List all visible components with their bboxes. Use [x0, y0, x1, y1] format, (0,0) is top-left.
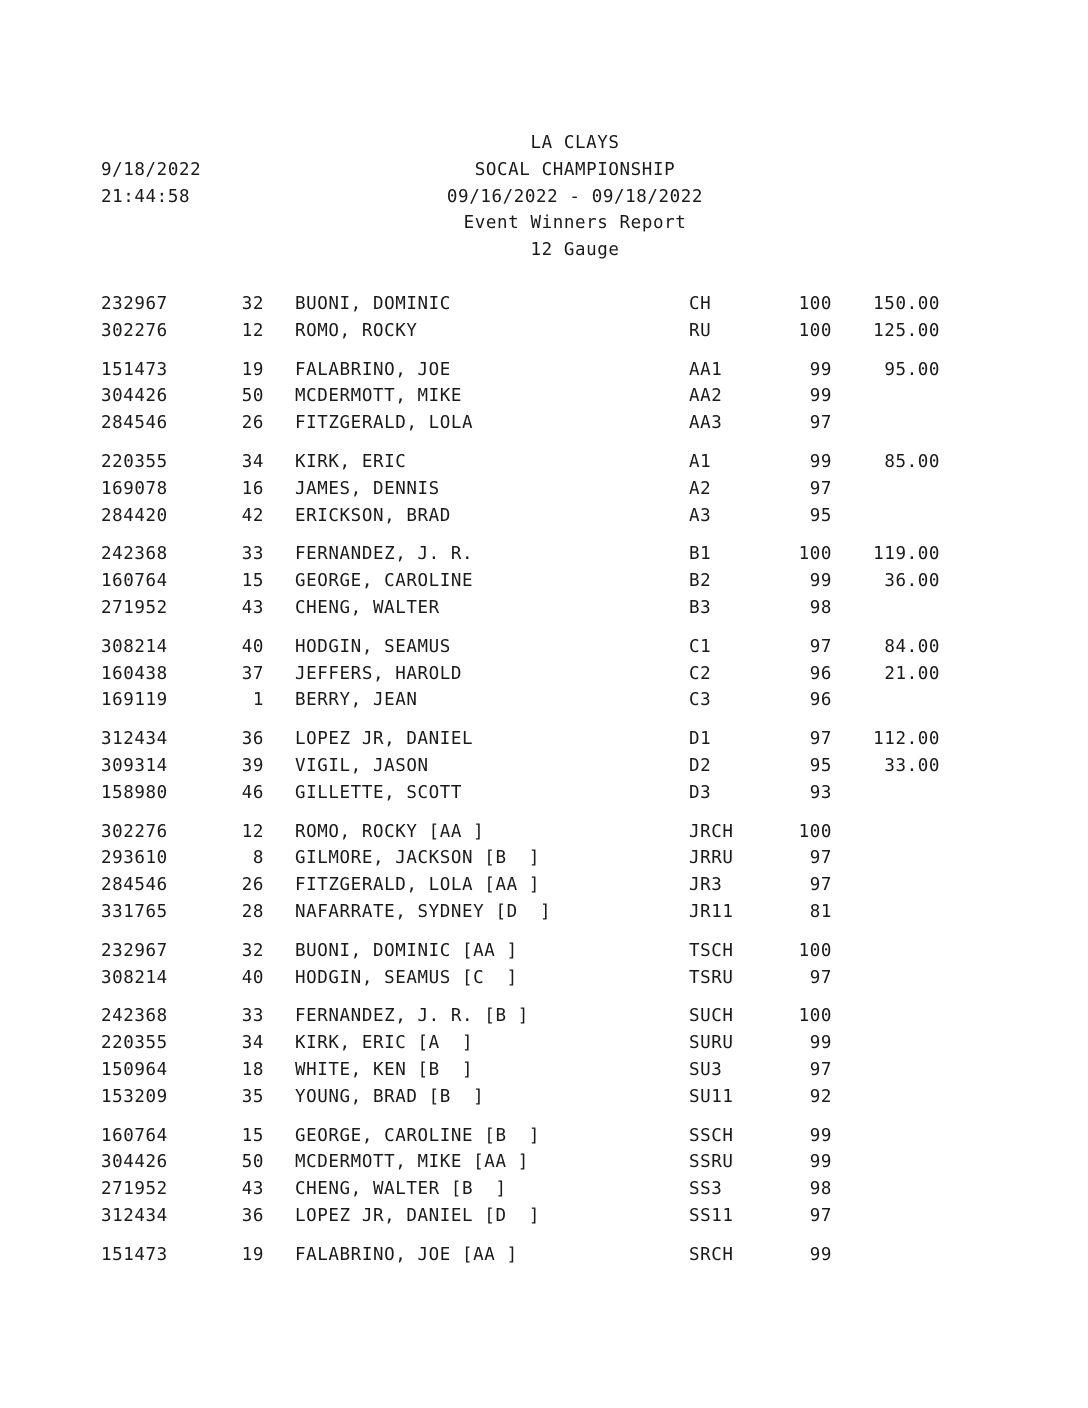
shooter-id: 220355 [101, 1033, 168, 1054]
winner-row [0, 595, 1088, 622]
squad-number: 12 [241, 821, 264, 842]
squad-number: 40 [241, 636, 264, 657]
score: 92 [809, 1086, 832, 1107]
shooter-name: GILMORE, JACKSON [B ] [295, 848, 540, 869]
score: 93 [809, 782, 832, 803]
shooter-id: 232967 [101, 294, 168, 314]
shooter-name: CHENG, WALTER [295, 597, 440, 618]
shooter-id: 302276 [101, 821, 168, 842]
squad-number: 36 [241, 1205, 264, 1226]
prize-amount: 119.00 [873, 544, 940, 565]
winner-row [0, 357, 1088, 384]
shooter-id: 242368 [101, 544, 168, 565]
shooter-name: YOUNG, BRAD [B ] [295, 1086, 485, 1107]
award-class: C2 [689, 663, 712, 684]
winner-group [0, 291, 1088, 345]
winner-row [0, 687, 1088, 714]
award-class: D2 [689, 755, 712, 776]
score: 81 [809, 901, 832, 922]
award-class: C3 [689, 690, 712, 711]
shooter-id: 242368 [101, 1006, 168, 1027]
winner-row [0, 291, 1088, 318]
winner-row [0, 476, 1088, 503]
squad-number: 28 [241, 901, 264, 922]
award-class: B1 [689, 544, 712, 565]
score: 100 [798, 320, 832, 341]
shooter-name: FITZGERALD, LOLA [AA ] [295, 875, 540, 896]
winner-group [0, 819, 1088, 926]
squad-number: 32 [241, 294, 264, 314]
score: 100 [798, 940, 832, 961]
score: 97 [809, 967, 832, 988]
prize-amount: 150.00 [873, 294, 940, 314]
shooter-name: KIRK, ERIC [295, 451, 407, 472]
shooter-name: KIRK, ERIC [A ] [295, 1033, 474, 1054]
award-class: JRRU [689, 848, 734, 869]
shooter-id: 169119 [101, 690, 168, 711]
squad-number: 8 [252, 848, 264, 869]
shooter-id: 150964 [101, 1059, 168, 1080]
shooter-name: GEORGE, CAROLINE [295, 571, 474, 592]
shooter-id: 153209 [101, 1086, 168, 1107]
winner-row [0, 1176, 1088, 1203]
winner-row [0, 819, 1088, 846]
winner-row [0, 1084, 1088, 1111]
winner-row [0, 568, 1088, 595]
winner-row [0, 872, 1088, 899]
winner-row [0, 503, 1088, 530]
award-class: B2 [689, 571, 712, 592]
squad-number: 18 [241, 1059, 264, 1080]
prize-amount: 84.00 [884, 636, 940, 657]
award-class: SU11 [689, 1086, 734, 1107]
score: 99 [809, 1152, 832, 1173]
winner-group [0, 1242, 1088, 1269]
shooter-id: 151473 [101, 1244, 168, 1265]
shooter-name: BUONI, DOMINIC [AA ] [295, 940, 518, 961]
award-class: A2 [689, 478, 712, 499]
award-class: D1 [689, 729, 712, 750]
score: 99 [809, 571, 832, 592]
winner-group [0, 726, 1088, 806]
score: 99 [809, 451, 832, 472]
shooter-id: 293610 [101, 848, 168, 869]
squad-number: 34 [241, 1033, 264, 1054]
shooter-name: LOPEZ JR, DANIEL [295, 729, 474, 750]
award-class: JRCH [689, 821, 734, 842]
winner-group [0, 1003, 1088, 1110]
award-class: AA1 [689, 359, 723, 380]
squad-number: 32 [241, 940, 264, 961]
winner-row [0, 965, 1088, 992]
winner-row [0, 780, 1088, 807]
report-time: 21:44:58 [101, 187, 191, 207]
shooter-name: BUONI, DOMINIC [295, 294, 451, 314]
shooter-id: 160438 [101, 663, 168, 684]
report-title-block [360, 130, 790, 264]
squad-number: 12 [241, 320, 264, 341]
award-class: C1 [689, 636, 712, 657]
squad-number: 19 [241, 359, 264, 380]
shooter-id: 309314 [101, 755, 168, 776]
shooter-name: CHENG, WALTER [B ] [295, 1179, 507, 1200]
score: 100 [798, 1006, 832, 1027]
prize-amount: 36.00 [884, 571, 940, 592]
shooter-id: 304426 [101, 1152, 168, 1173]
award-class: JR3 [689, 875, 723, 896]
award-class: A1 [689, 451, 712, 472]
shooter-name: HODGIN, SEAMUS [C ] [295, 967, 518, 988]
award-class: SSRU [689, 1152, 734, 1173]
score: 99 [809, 1125, 832, 1146]
score: 99 [809, 1244, 832, 1265]
prize-amount: 95.00 [884, 359, 940, 380]
shooter-name: GEORGE, CAROLINE [B ] [295, 1125, 540, 1146]
shooter-name: HODGIN, SEAMUS [295, 636, 451, 657]
report-name: Event Winners Report [463, 213, 687, 234]
prize-amount: 125.00 [873, 320, 940, 341]
score: 100 [798, 544, 832, 565]
winner-row [0, 634, 1088, 661]
winner-group [0, 634, 1088, 714]
winner-group [0, 1123, 1088, 1230]
winner-row [0, 1149, 1088, 1176]
score: 97 [809, 413, 832, 434]
score: 95 [809, 505, 832, 526]
score: 100 [798, 294, 832, 314]
prize-amount: 112.00 [873, 729, 940, 750]
score: 96 [809, 663, 832, 684]
squad-number: 36 [241, 729, 264, 750]
shooter-name: FITZGERALD, LOLA [295, 413, 474, 434]
winner-group [0, 449, 1088, 529]
squad-number: 34 [241, 451, 264, 472]
award-class: SS3 [689, 1179, 723, 1200]
event-dates: 09/16/2022 - 09/18/2022 [446, 186, 704, 207]
award-class: SSCH [689, 1125, 734, 1146]
winner-row [0, 383, 1088, 410]
winner-row [0, 541, 1088, 568]
shooter-id: 169078 [101, 478, 168, 499]
shooter-id: 160764 [101, 571, 168, 592]
shooter-id: 160764 [101, 1125, 168, 1146]
shooter-name: MCDERMOTT, MIKE [295, 386, 463, 407]
award-class: CH [689, 294, 712, 314]
shooter-name: LOPEZ JR, DANIEL [D ] [295, 1205, 540, 1226]
award-class: D3 [689, 782, 712, 803]
winner-row [0, 1242, 1088, 1269]
score: 97 [809, 848, 832, 869]
award-class: SU3 [689, 1059, 723, 1080]
squad-number: 26 [241, 413, 264, 434]
score: 99 [809, 1033, 832, 1054]
squad-number: 42 [241, 505, 264, 526]
winner-group [0, 357, 1088, 437]
winner-row [0, 318, 1088, 345]
prize-amount: 21.00 [884, 663, 940, 684]
shooter-id: 312434 [101, 729, 168, 750]
shooter-name: JAMES, DENNIS [295, 478, 440, 499]
winner-row [0, 726, 1088, 753]
shooter-id: 302276 [101, 320, 168, 341]
shooter-name: GILLETTE, SCOTT [295, 782, 463, 803]
award-class: B3 [689, 597, 712, 618]
score: 97 [809, 729, 832, 750]
squad-number: 1 [252, 690, 264, 711]
winner-row [0, 899, 1088, 926]
score: 97 [809, 636, 832, 657]
squad-number: 33 [241, 1006, 264, 1027]
shooter-name: ROMO, ROCKY [AA ] [295, 821, 485, 842]
squad-number: 33 [241, 544, 264, 565]
winner-row [0, 1057, 1088, 1084]
squad-number: 43 [241, 1179, 264, 1200]
squad-number: 50 [241, 386, 264, 407]
award-class: SURU [689, 1033, 734, 1054]
shooter-name: JEFFERS, HAROLD [295, 663, 463, 684]
squad-number: 35 [241, 1086, 264, 1107]
shooter-id: 284546 [101, 875, 168, 896]
squad-number: 43 [241, 597, 264, 618]
award-class: SUCH [689, 1006, 734, 1027]
award-class: RU [689, 320, 712, 341]
squad-number: 40 [241, 967, 264, 988]
shooter-name: NAFARRATE, SYDNEY [D ] [295, 901, 552, 922]
score: 99 [809, 386, 832, 407]
shooter-id: 232967 [101, 940, 168, 961]
shooter-name: MCDERMOTT, MIKE [AA ] [295, 1152, 529, 1173]
winner-row [0, 410, 1088, 437]
score: 98 [809, 1179, 832, 1200]
shooter-name: VIGIL, JASON [295, 755, 429, 776]
prize-amount: 33.00 [884, 755, 940, 776]
shooter-name: ROMO, ROCKY [295, 320, 418, 341]
score: 97 [809, 875, 832, 896]
shooter-name: WHITE, KEN [B ] [295, 1059, 474, 1080]
winner-row [0, 938, 1088, 965]
squad-number: 16 [241, 478, 264, 499]
award-class: SRCH [689, 1244, 734, 1265]
score: 96 [809, 690, 832, 711]
shooter-id: 308214 [101, 967, 168, 988]
shooter-id: 220355 [101, 451, 168, 472]
winner-row [0, 1123, 1088, 1150]
shooter-id: 158980 [101, 782, 168, 803]
shooter-name: BERRY, JEAN [295, 690, 418, 711]
shooter-id: 271952 [101, 1179, 168, 1200]
squad-number: 46 [241, 782, 264, 803]
winner-row [0, 661, 1088, 688]
award-class: A3 [689, 505, 712, 526]
shooter-name: ERICKSON, BRAD [295, 505, 451, 526]
winners-list [0, 291, 1088, 1281]
squad-number: 37 [241, 663, 264, 684]
shooter-id: 312434 [101, 1205, 168, 1226]
award-class: JR11 [689, 901, 734, 922]
squad-number: 26 [241, 875, 264, 896]
shooter-name: FERNANDEZ, J. R. [295, 544, 474, 565]
shooter-id: 304426 [101, 386, 168, 407]
score: 100 [798, 821, 832, 842]
award-class: TSRU [689, 967, 734, 988]
report-date: 9/18/2022 [101, 160, 202, 180]
winner-group [0, 938, 1088, 992]
score: 99 [809, 359, 832, 380]
club-name: LA CLAYS [530, 133, 620, 153]
prize-amount: 85.00 [884, 451, 940, 472]
squad-number: 15 [241, 1125, 264, 1146]
winner-row [0, 1203, 1088, 1230]
shooter-name: FALABRINO, JOE [AA ] [295, 1244, 518, 1265]
squad-number: 39 [241, 755, 264, 776]
gauge-label: 12 Gauge [530, 240, 620, 261]
winner-row [0, 449, 1088, 476]
shooter-id: 284546 [101, 413, 168, 434]
winner-group [0, 541, 1088, 621]
winner-row [0, 753, 1088, 780]
shooter-id: 271952 [101, 597, 168, 618]
score: 97 [809, 478, 832, 499]
shooter-id: 331765 [101, 901, 168, 922]
winner-row [0, 845, 1088, 872]
score: 95 [809, 755, 832, 776]
score: 98 [809, 597, 832, 618]
shooter-id: 308214 [101, 636, 168, 657]
award-class: TSCH [689, 940, 734, 961]
squad-number: 15 [241, 571, 264, 592]
event-name: SOCAL CHAMPIONSHIP [474, 159, 676, 180]
score: 97 [809, 1205, 832, 1226]
award-class: SS11 [689, 1205, 734, 1226]
shooter-name: FERNANDEZ, J. R. [B ] [295, 1006, 529, 1027]
score: 97 [809, 1059, 832, 1080]
award-class: AA3 [689, 413, 723, 434]
shooter-name: FALABRINO, JOE [295, 359, 451, 380]
squad-number: 50 [241, 1152, 264, 1173]
winner-row [0, 1003, 1088, 1030]
award-class: AA2 [689, 386, 723, 407]
shooter-id: 284420 [101, 505, 168, 526]
squad-number: 19 [241, 1244, 264, 1265]
shooter-id: 151473 [101, 359, 168, 380]
winner-row [0, 1030, 1088, 1057]
